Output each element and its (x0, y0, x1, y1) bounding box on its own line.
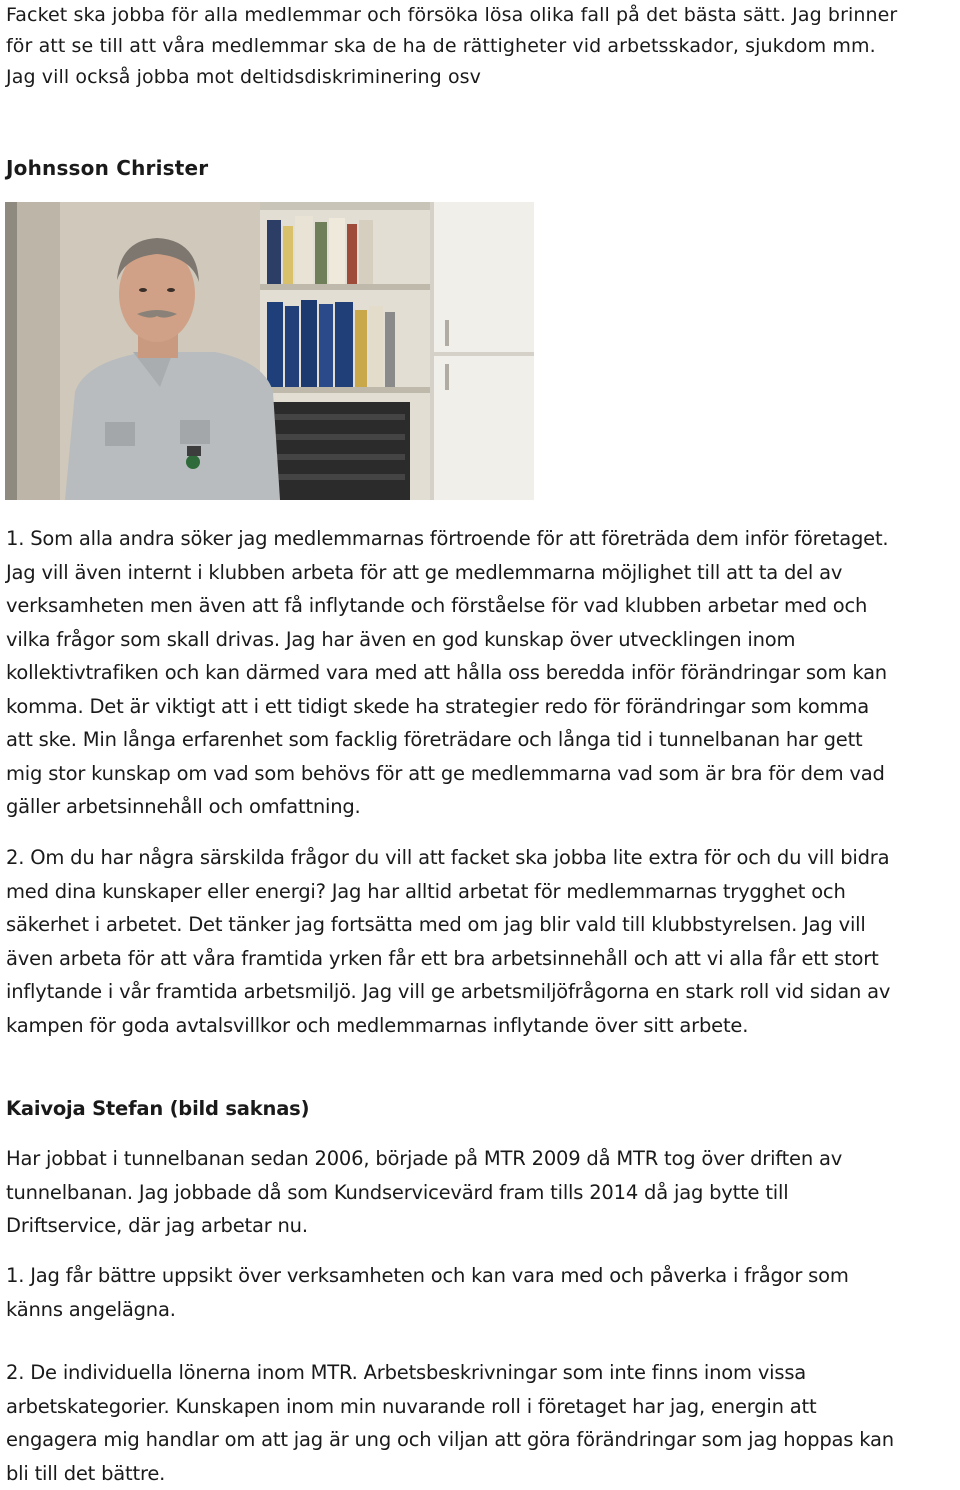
candidate-photo (5, 202, 534, 500)
johnsson-answer-1: 1. Som alla andra söker jag medlemmarnas förtroende för att företräda dem inför företaget. Jag vill även internt i klubben arbeta för att ge medlemmarna möjlighet till att ta del av verksamheten men även att få inflytande och förståelse för vad klubben arbetar med och vilka frågor som skall drivas. Jag har även en god kunskap över utvecklingen inom kollektivtrafiken och kan därmed vara med att hålla oss beredda inför förändringar som kan komma. Det är viktigt att i ett tidigt skede ha strategier redo för förändringar som komma att ske. Min långa erfarenhet som facklig företrädare och långa tid i tunnelbanan har gett mig stor kunskap om vad som behövs för att ge medlemmarna vad som är bra för dem vad gäller arbetsinnehåll och omfattning. (6, 527, 889, 818)
candidate-name-johnsson: Johnsson Christer (6, 156, 209, 180)
kaivoja-bio: Har jobbat i tunnelbanan sedan 2006, började på MTR 2009 då MTR tog över driften av tunnelbanan. Jag jobbade då som Kundservicevärd fram tills 2014 då jag bytte till Driftservice, där jag arbetar nu. (6, 1147, 843, 1237)
kaivoja-answer-1: 1. Jag får bättre uppsikt över verksamheten och kan vara med och påverka i frågor som känns angelägna. (6, 1264, 849, 1321)
kaivoja-answer-2: 2. De individuella lönerna inom MTR. Arbetsbeskrivningar som inte finns inom vissa arbetskategorier. Kunskapen inom min nuvarande roll i företaget har jag, energin att engagera mig handlar om att jag är ung och viljan att göra förändringar som jag hoppas kan bli till det bättre. (6, 1361, 894, 1485)
candidate-name-kaivoja: Kaivoja Stefan (bild saknas) (6, 1097, 310, 1120)
johnsson-answer-2: 2. Om du har några särskilda frågor du vill att facket ska jobba lite extra för och du vill bidra med dina kunskaper eller energi? Jag har alltid arbetat för medlemmarnas trygghet och säkerhet i arbetet. Det tänker jag fortsätta med om jag blir vald till klubbstyrelsen. Jag vill även arbeta för att våra framtida yrken får ett bra arbetsinnehåll och att vi alla får ett stort inflytande i vår framtida arbetsmiljö. Jag vill ge arbetsmiljöfrågorna en stark roll vid sidan av kampen för goda avtalsvillkor och medlemmarnas inflytande över sitt arbete. (6, 846, 891, 1037)
intro-paragraph: Facket ska jobba för alla medlemmar och försöka lösa olika fall på det bästa sätt. Jag brinner för att se till att våra medlemmar ska de ha de rättigheter vid arbetsskador, sjukdom mm. Jag vill också jobba mot deltidsdiskriminering osv (6, 4, 898, 88)
